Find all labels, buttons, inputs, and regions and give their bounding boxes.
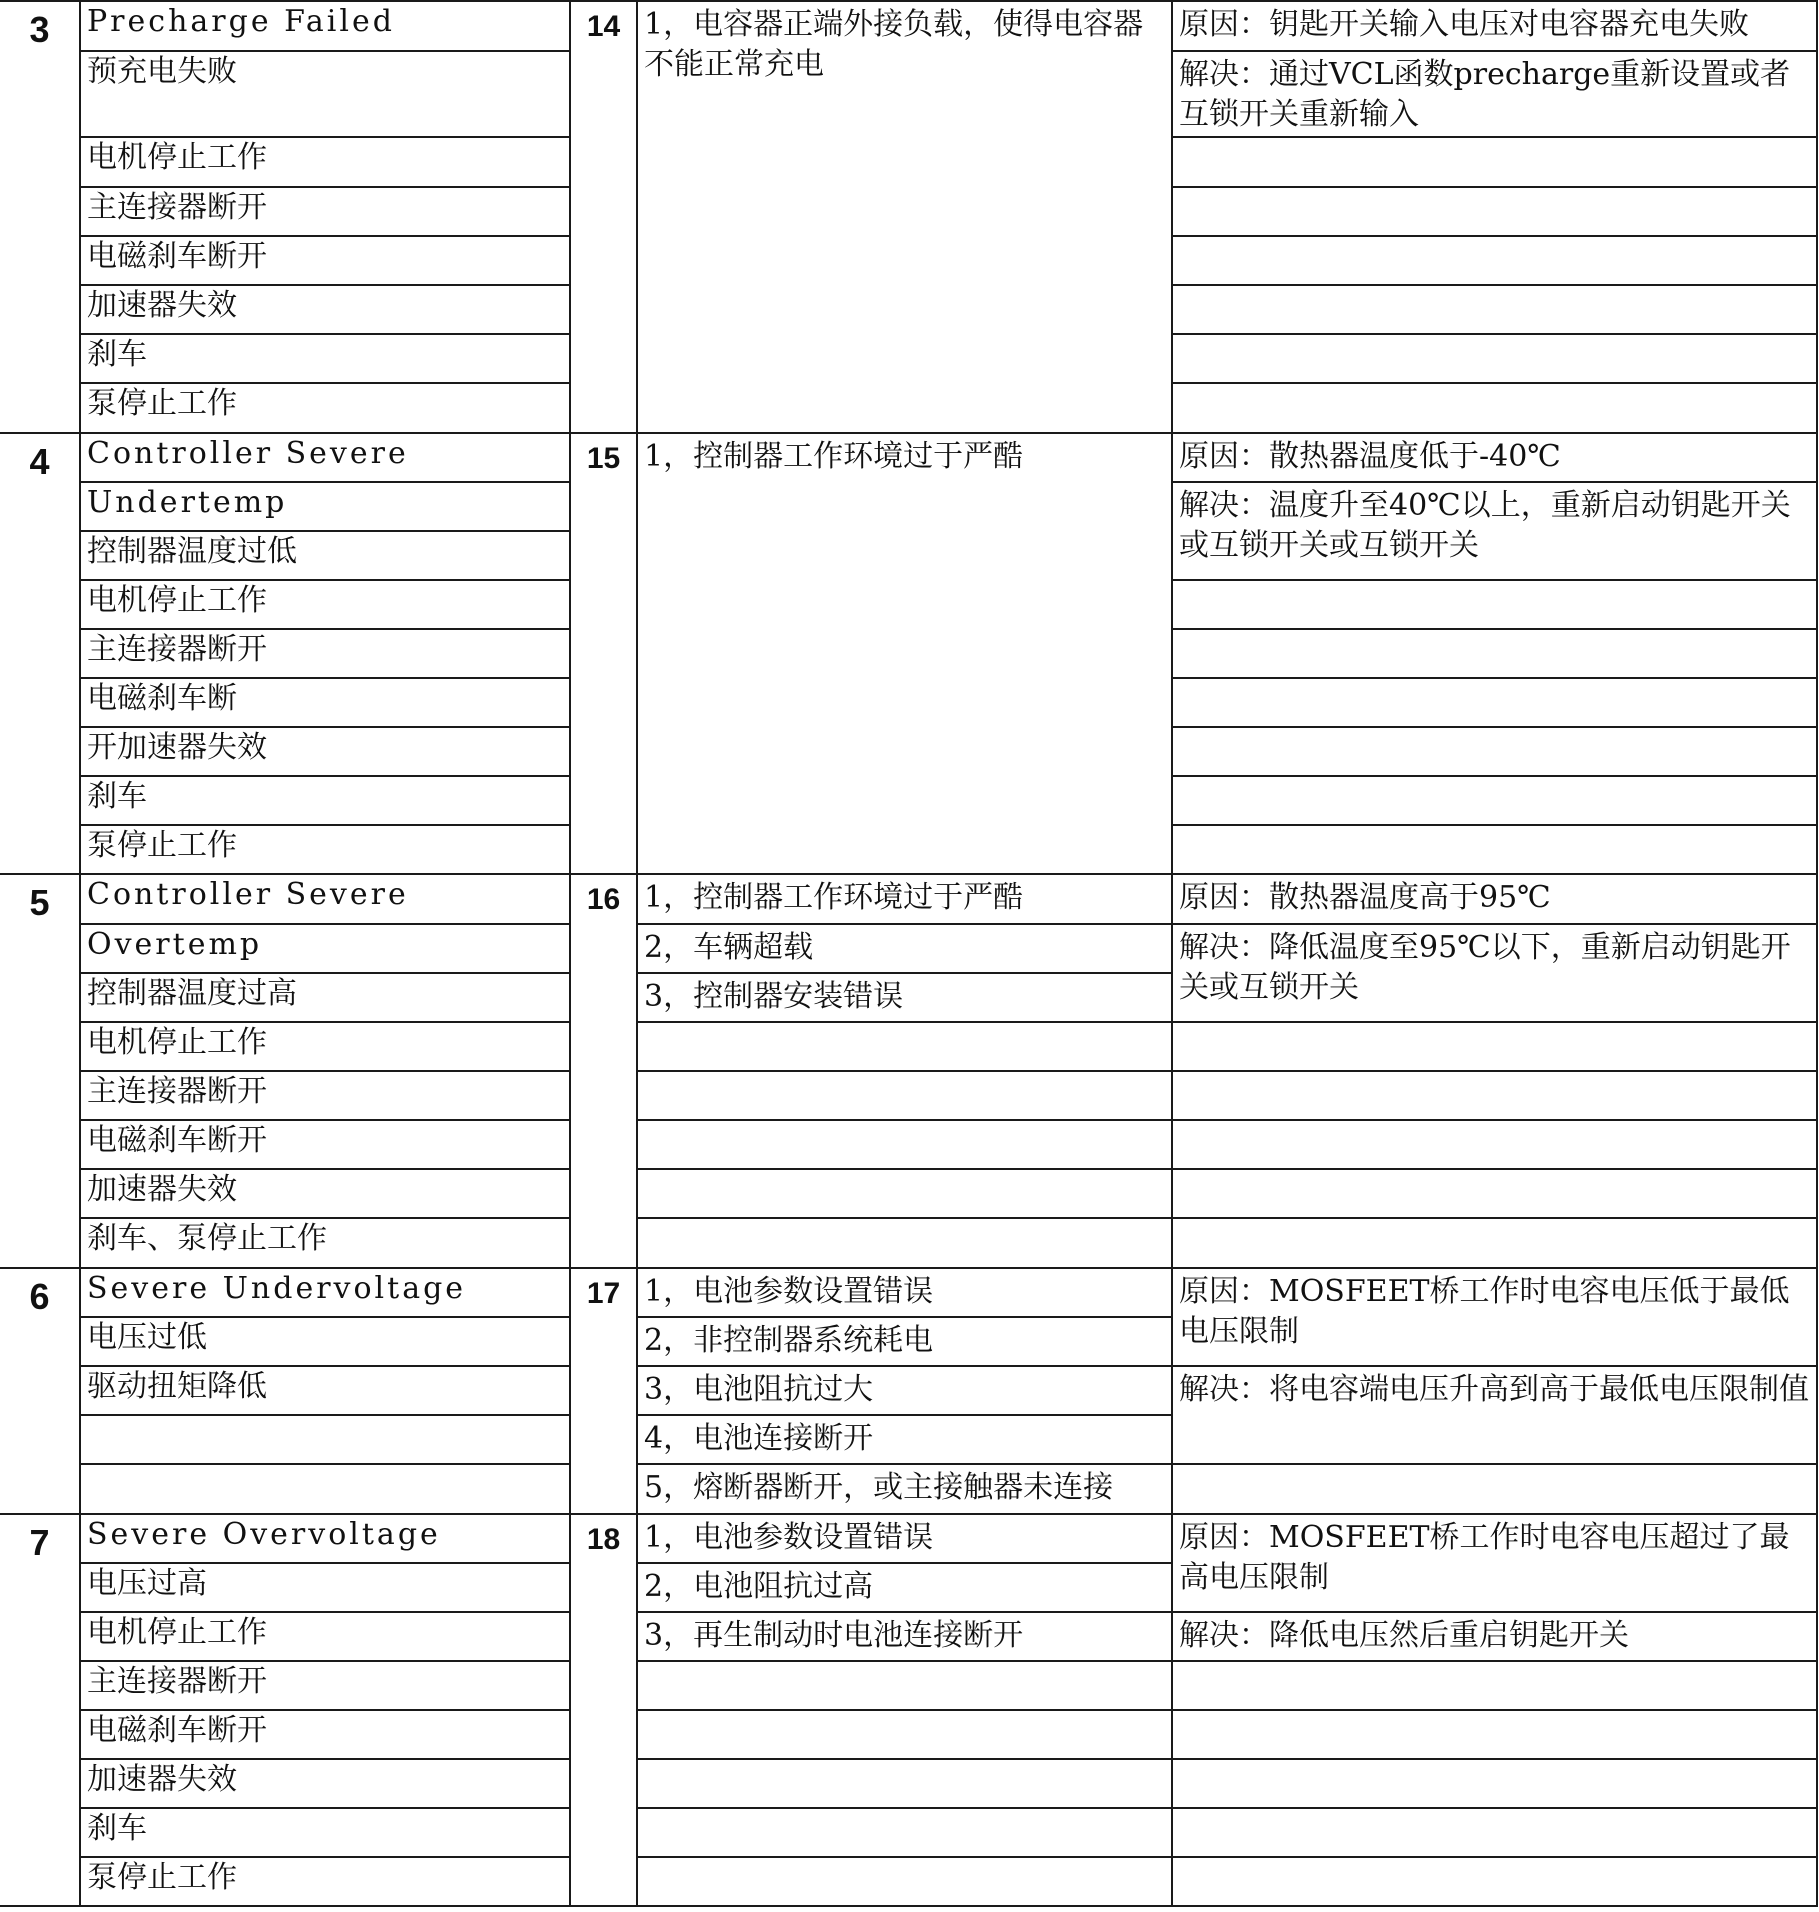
fault-index: 3 (0, 1, 80, 433)
fault-remedy (1172, 236, 1817, 285)
fault-description: Controller Severe (80, 433, 570, 482)
fault-cause (637, 1022, 1172, 1071)
fault-cause (637, 1808, 1172, 1857)
fault-cause (637, 1661, 1172, 1710)
fault-description: Severe Undervoltage (80, 1268, 570, 1317)
fault-index: 4 (0, 433, 80, 874)
fault-cause (637, 1169, 1172, 1218)
fault-cause (637, 1759, 1172, 1808)
fault-cause: 2，电池阻抗过高 (637, 1563, 1172, 1612)
fault-description: 电机停止工作 (80, 1612, 570, 1661)
fault-description: 主连接器断开 (80, 1071, 570, 1120)
fault-cause: 3，电池阻抗过大 (637, 1366, 1172, 1415)
fault-remedy: 解决：温度升至40℃以上，重新启动钥匙开关或互锁开关或互锁开关 (1172, 482, 1817, 580)
table-row (0, 1120, 1817, 1169)
table-row (0, 1169, 1817, 1218)
fault-remedy (1172, 1071, 1817, 1120)
fault-cause (637, 1857, 1172, 1906)
fault-remedy (1172, 1710, 1817, 1759)
fault-description: 电磁刹车断 (80, 678, 570, 727)
fault-remedy (1172, 825, 1817, 874)
table-row (0, 1514, 1817, 1563)
fault-description: 控制器温度过低 (80, 531, 570, 580)
fault-description: 电磁刹车断开 (80, 236, 570, 285)
fault-description: 驱动扭矩降低 (80, 1366, 570, 1415)
fault-description: 电机停止工作 (80, 1022, 570, 1071)
fault-description: 控制器温度过高 (80, 973, 570, 1022)
fault-description: 加速器失效 (80, 285, 570, 334)
fault-description: 开加速器失效 (80, 727, 570, 776)
fault-cause (637, 1120, 1172, 1169)
fault-code: 14 (570, 1, 637, 433)
fault-remedy (1172, 187, 1817, 236)
fault-remedy (1172, 1169, 1817, 1218)
fault-remedy (1172, 285, 1817, 334)
fault-remedy (1172, 137, 1817, 187)
fault-description: 刹车、泵停止工作 (80, 1218, 570, 1268)
fault-description: 泵停止工作 (80, 825, 570, 874)
fault-remedy (1172, 1661, 1817, 1710)
table-row (0, 924, 1817, 973)
fault-cause: 4，电池连接断开 (637, 1415, 1172, 1464)
fault-index: 6 (0, 1268, 80, 1514)
table-row (0, 1366, 1817, 1415)
fault-cause: 1，电池参数设置错误 (637, 1514, 1172, 1563)
fault-description: 电磁刹车断开 (80, 1120, 570, 1169)
fault-description: 刹车 (80, 334, 570, 383)
table-row (0, 1268, 1817, 1317)
fault-remedy (1172, 334, 1817, 383)
fault-description: 刹车 (80, 1808, 570, 1857)
fault-cause: 2，非控制器系统耗电 (637, 1317, 1172, 1366)
fault-description: 电压过低 (80, 1317, 570, 1366)
fault-remedy (1172, 1120, 1817, 1169)
fault-cause: 1，电池参数设置错误 (637, 1268, 1172, 1317)
table-row (0, 1808, 1817, 1857)
table-row (0, 1218, 1817, 1268)
fault-index: 7 (0, 1514, 80, 1906)
fault-remedy: 解决：通过VCL函数precharge重新设置或者互锁开关重新输入 (1172, 51, 1817, 137)
fault-remedy (1172, 580, 1817, 629)
fault-description: 电磁刹车断开 (80, 1710, 570, 1759)
fault-description: 电机停止工作 (80, 137, 570, 187)
fault-code: 18 (570, 1514, 637, 1906)
fault-remedy (1172, 1759, 1817, 1808)
fault-remedy (1172, 678, 1817, 727)
fault-description: 主连接器断开 (80, 187, 570, 236)
fault-description: 预充电失败 (80, 51, 570, 137)
fault-remedy (1172, 1857, 1817, 1906)
fault-description: 加速器失效 (80, 1169, 570, 1218)
fault-remedy (1172, 1218, 1817, 1268)
fault-cause (637, 1710, 1172, 1759)
fault-cause (637, 1218, 1172, 1268)
fault-description: Controller Severe (80, 874, 570, 924)
fault-remedy: 原因：散热器温度高于95℃ (1172, 874, 1817, 924)
table-row (0, 1, 1817, 51)
table-row (0, 1661, 1817, 1710)
fault-remedy: 解决：将电容端电压升高到高于最低电压限制值 (1172, 1366, 1817, 1464)
fault-remedy (1172, 776, 1817, 825)
fault-cause: 1，控制器工作环境过于严酷 (637, 874, 1172, 924)
fault-description: Severe Overvoltage (80, 1514, 570, 1563)
fault-remedy: 原因：MOSFEET桥工作时电容电压低于最低电压限制 (1172, 1268, 1817, 1366)
fault-code: 16 (570, 874, 637, 1268)
fault-description: 泵停止工作 (80, 1857, 570, 1906)
fault-description: 电机停止工作 (80, 580, 570, 629)
fault-description: 泵停止工作 (80, 383, 570, 433)
fault-code: 15 (570, 433, 637, 874)
fault-remedy: 解决：降低温度至95℃以下，重新启动钥匙开关或互锁开关 (1172, 924, 1817, 1022)
fault-code: 17 (570, 1268, 637, 1514)
fault-remedy: 原因：钥匙开关输入电压对电容器充电失败 (1172, 1, 1817, 51)
fault-cause: 3，再生制动时电池连接断开 (637, 1612, 1172, 1661)
fault-description: Precharge Failed (80, 1, 570, 51)
fault-remedy (1172, 1022, 1817, 1071)
fault-description: 主连接器断开 (80, 1661, 570, 1710)
table-row (0, 1759, 1817, 1808)
fault-index: 5 (0, 874, 80, 1268)
fault-description (80, 1464, 570, 1514)
fault-remedy: 原因：散热器温度低于-40℃ (1172, 433, 1817, 482)
fault-cause: 5，熔断器断开，或主接触器未连接 (637, 1464, 1172, 1514)
table-row (0, 1071, 1817, 1120)
fault-description: Overtemp (80, 924, 570, 973)
fault-cause: 2，车辆超载 (637, 924, 1172, 973)
fault-description: 加速器失效 (80, 1759, 570, 1808)
table-row (0, 1464, 1817, 1514)
table-row (0, 1710, 1817, 1759)
fault-cause: 1，电容器正端外接负载，使得电容器不能正常充电 (637, 1, 1172, 433)
fault-description: 刹车 (80, 776, 570, 825)
fault-remedy (1172, 727, 1817, 776)
fault-remedy: 解决：降低电压然后重启钥匙开关 (1172, 1612, 1817, 1661)
fault-description: 主连接器断开 (80, 629, 570, 678)
fault-description: 电压过高 (80, 1563, 570, 1612)
fault-remedy (1172, 383, 1817, 433)
fault-description (80, 1415, 570, 1464)
fault-cause: 3，控制器安装错误 (637, 973, 1172, 1022)
table-row (0, 1857, 1817, 1906)
table-row (0, 433, 1817, 482)
fault-remedy: 原因：MOSFEET桥工作时电容电压超过了最高电压限制 (1172, 1514, 1817, 1612)
fault-cause (637, 1071, 1172, 1120)
table-row (0, 1022, 1817, 1071)
fault-remedy (1172, 629, 1817, 678)
fault-remedy (1172, 1808, 1817, 1857)
table-row (0, 1612, 1817, 1661)
fault-cause: 1，控制器工作环境过于严酷 (637, 433, 1172, 874)
fault-description: Undertemp (80, 482, 570, 531)
table-row (0, 874, 1817, 924)
fault-remedy (1172, 1464, 1817, 1514)
